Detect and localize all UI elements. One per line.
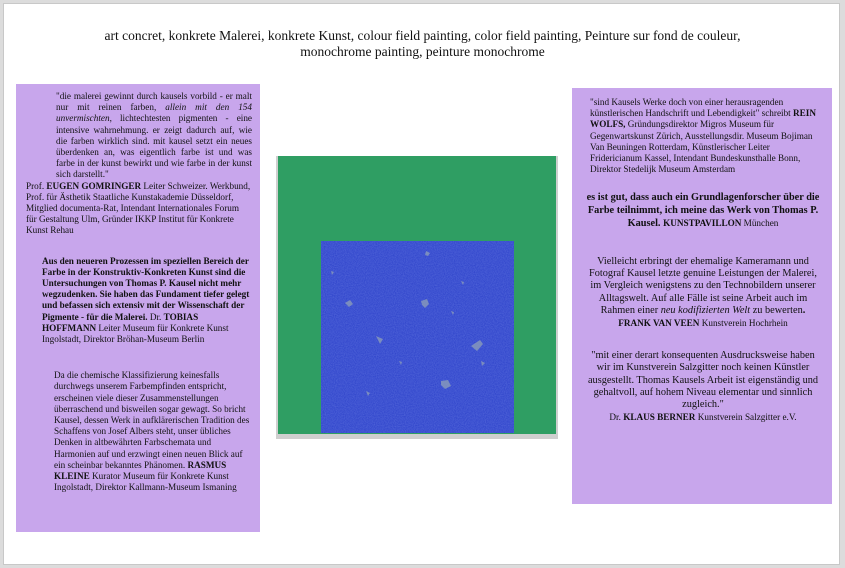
right-quote-panel <box>572 88 832 504</box>
quote-wolfs <box>584 97 822 175</box>
title-line-1: art concret, konkrete Malerei, konkrete Kunst, colour field painting, color field painting, Peinture sur fond de couleur, <box>104 28 741 43</box>
quote-text: "die malerei gewinnt durch kausels vorbild - er malt nur mit reinen farben, <box>56 91 252 113</box>
author-credits: Kunstverein Hochrhein <box>699 318 788 329</box>
author-name: REIN WOLFS, <box>590 108 816 130</box>
quote-hoffmann <box>26 256 252 346</box>
quote-kunstpavillon <box>584 192 822 230</box>
author-credits: Kurator Museum für Konkrete Kunst Ingolstadt, Direktor Kallmann-Museum Ismaning <box>54 471 237 493</box>
author-name: RASMUS KLEINE <box>54 459 227 482</box>
author-prefix: Dr. <box>609 412 624 423</box>
quote-end: . <box>802 304 806 316</box>
quote-gomringer <box>26 91 252 181</box>
author-name: TOBIAS HOFFMANN <box>42 311 199 333</box>
painting-blue-square <box>321 241 514 433</box>
credit-gomringer <box>26 181 252 237</box>
page-title <box>0 28 845 60</box>
author-name: FRANK VAN VEEN <box>618 318 700 329</box>
quote-text: Da die chemische Klassifizierung keinesfalls durchwegs unserem Farbempfinden entspricht, erscheinen viele dieser Zusammenstellungen überraschend und bisweilen sogar gewagt. So bricht Kausel, dessen Werk in aufklärerischen Tradition des Schaffens von Josef Albers steht, unser übliches Denken in altbewährten Farbschemata und Harmonien auf und erzwingt einen neuen Blick auf ein scheinbar bekanntes Phänomen. <box>54 370 250 470</box>
quote-text: "mit einer derart konsequenten Ausdrucksweise haben wir im Kunstverein Salzgitter noch keinen Künstler ausgestellt. Thomas Kausels Arbeit ist eigenständig und gehaltvoll, auf hohem Niveau elementar und sinnlich zugleich." <box>587 350 819 411</box>
quote-emphasis: neu kodifizierten Welt <box>660 304 751 316</box>
quote-text: , lichtechtesten pigmenten - eine intensive wahrnehmung. er zeigt dadurch auf, wie die farben wirklich sind. mit kausel setzt ein neues überdenken an, was eigentlich farbe ist und was farbe in der kunst bewirkt und wie farbe in der kunst sich darstellt." <box>56 113 252 180</box>
quote-text: Aus den neueren Prozessen im speziellen Bereich der Farbe in der Konstruktiv-Konkreten Kunst sind die Untersuchungen von Thomas P. Kausel nicht mehr wegzudenken. Sie haben das Fundament tiefer gelegt und befassen sich extensiv mit der Wissenschaft der Pigmente - für die Malerei. <box>42 255 250 322</box>
author-name: KLAUS BERNER <box>623 412 696 423</box>
author-name: KUNSTPAVILLON <box>663 217 742 228</box>
quote-text: zu bewerten <box>750 304 803 316</box>
author-credits: Kunstverein Salzgitter e.V. <box>695 412 797 423</box>
author-credits: Leiter Museum für Konkrete Kunst Ingolstadt, Direktor Bröhan-Museum Berlin <box>42 322 229 345</box>
title-line-2: monochrome painting, peinture monochrome <box>300 44 545 59</box>
painting-texture <box>321 241 514 433</box>
quote-text: "sind Kausels Werke doch von einer herausragenden künstlerischen Handschrift und Lebendigkeit" schreibt <box>590 97 794 119</box>
author-credits: Gründungsdirektor Migros Museum für Gegenwartskunst Zürich, Ausstellungsdir. Museum Bojiman Van Beuningen Rotterdam, Künstlerischer Leiter Fridericianum Kassel, Intendant Bundeskunsthalle Bonn, Direktor Stedelijk Museum Amsterdam <box>590 119 813 175</box>
quote-van-veen <box>584 256 822 330</box>
left-quote-panel <box>16 84 260 532</box>
author-credits: Leiter Schweizer. Werkbund, Prof. für Ästhetik Staatliche Kunstakademie Düsseldorf, Mitglied documenta-Rat, Intendant Internationales Forum für Gestaltung Ulm, Gründer IKKP Institut für Konkrete Kunst Rehau <box>26 180 251 236</box>
quote-kleine <box>26 370 252 493</box>
author-prefix: Dr. <box>147 311 164 322</box>
author-prefix: Prof. <box>26 180 47 191</box>
author-credits: München <box>741 217 779 228</box>
quote-text: es ist gut, dass auch ein Grundlagenforscher über die Farbe teilnimmt, ich meine das Werk von Thomas P. Kausel. <box>586 192 820 229</box>
quote-text: Vielleicht erbringt der ehemalige Kameramann und Fotograf Kausel letzte genuine Leistungen der Malerei, im Vergleich wenigstens zu den Technobildern unserer Alltagswelt. Auf alle Fälle ist seine Arbeit auch im Rahmen einer <box>589 256 817 316</box>
quote-emphasis: allein mit den 154 unvermischten <box>56 102 252 124</box>
quote-berner <box>584 350 822 424</box>
author-name: EUGEN GOMRINGER <box>46 180 142 191</box>
